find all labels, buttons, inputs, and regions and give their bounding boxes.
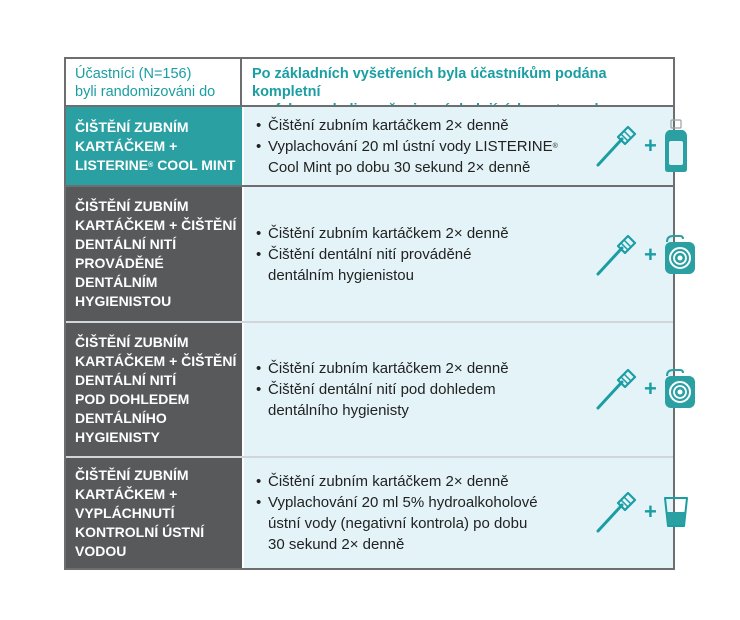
label-line: DENTÁLNÍ NITÍ: [75, 236, 177, 252]
list-item: • Čištění zubním kartáčkem 2× denně: [254, 223, 584, 244]
label-line: DENTÁLNÍHO: [75, 409, 167, 426]
header-right-line1: Po základních vyšetřeních byla účastníkům podána kompletní: [252, 66, 607, 100]
label-line: HYGIENISTY: [75, 428, 160, 445]
group-label-floss-hygienist: [66, 187, 242, 321]
header-left-line1: Účastníci (N=156): [75, 66, 192, 82]
rinse-cup-icon: [663, 496, 689, 528]
procedure-cell: [244, 323, 673, 456]
label-line: ČIŠTĚNÍ ZUBNÍM: [75, 466, 189, 483]
label-line: KARTÁČKEM +: [75, 485, 178, 502]
group-label-floss-supervised: [66, 323, 242, 456]
label-line: KARTÁČKEM + ČIŠTĚNÍ: [75, 217, 237, 233]
dental-floss-icon: [663, 368, 697, 410]
label-line: KARTÁČKEM + ČIŠTĚNÍ: [75, 352, 237, 369]
label-line: ČIŠTĚNÍ ZUBNÍM: [75, 198, 189, 214]
label-line: KONTROLNÍ ÚSTNÍ: [75, 523, 205, 540]
procedure-list: [254, 323, 584, 456]
plus-sign: +: [644, 133, 657, 158]
procedure-list: [254, 187, 584, 321]
label-line: LISTERINE: [75, 156, 149, 173]
icon-group: [594, 490, 689, 534]
study-table: [64, 57, 675, 570]
list-item: • Vyplachování 20 ml ústní vody LISTERINE® Cool Mint po dobu 30 sekund 2× denně: [254, 136, 584, 178]
label-line: DENTÁLNÍ NITÍ: [75, 371, 177, 388]
group-label-listerine: [66, 107, 242, 185]
procedure-list: [254, 107, 584, 185]
group-label-control-rinse: [66, 458, 242, 568]
label-line: ČIŠTĚNÍ ZUBNÍM: [75, 333, 189, 350]
table-row-floss-hygienist: [66, 187, 673, 321]
header-participants: [66, 59, 242, 105]
list-item: • Čištění zubním kartáčkem 2× denně: [254, 115, 584, 136]
registered-mark: ®: [552, 142, 558, 150]
label-line: KARTÁČKEM +: [75, 137, 178, 154]
list-item: • Čištění zubním kartáčkem 2× denně: [254, 358, 584, 379]
label-line: ČIŠTĚNÍ ZUBNÍM: [75, 118, 189, 135]
icon-group: [594, 367, 697, 411]
table-row-floss-supervised: [66, 323, 673, 456]
toothbrush-icon: [594, 490, 638, 534]
toothbrush-icon: [594, 367, 638, 411]
toothbrush-icon: [594, 233, 638, 277]
label-line: POD DOHLEDEM: [75, 390, 190, 407]
table-row-listerine: [66, 107, 673, 185]
plus-sign: +: [644, 376, 657, 401]
list-item: • Čištění dentální nití prováděné dentálním hygienistou: [254, 244, 584, 286]
list-item: • Čištění zubním kartáčkem 2× denně: [254, 471, 584, 492]
plus-sign: +: [644, 499, 657, 524]
label-line: DENTÁLNÍM: [75, 274, 158, 290]
registered-mark: ®: [148, 161, 154, 169]
table-row-control-rinse: [66, 458, 673, 568]
procedure-cell: [244, 107, 673, 185]
label-line: HYGIENISTOU: [75, 293, 172, 309]
plus-sign: +: [644, 242, 657, 267]
dental-floss-icon: [663, 234, 697, 276]
header-procedures: [242, 59, 673, 105]
list-item: • Vyplachování 20 ml 5% hydroalkoholové ústní vody (negativní kontrola) po dobu 30 sekund 2× denně: [254, 492, 584, 555]
label-line: PROVÁDĚNÉ: [75, 255, 164, 271]
icon-group: [594, 119, 689, 173]
label-line: VODOU: [75, 542, 127, 559]
procedure-cell: [244, 187, 673, 321]
icon-group: [594, 233, 697, 277]
procedure-list: [254, 458, 584, 568]
list-item: • Čištění dentální nití pod dohledem dentálního hygienisty: [254, 379, 584, 421]
label-line: VYPLÁCHNUTÍ: [75, 504, 175, 521]
procedure-cell: [244, 458, 673, 568]
toothbrush-icon: [594, 124, 638, 168]
mouthwash-bottle-icon: [663, 119, 689, 173]
label-line: COOL MINT: [157, 156, 236, 173]
header-left-line2: byli randomizováni do: [75, 84, 216, 100]
